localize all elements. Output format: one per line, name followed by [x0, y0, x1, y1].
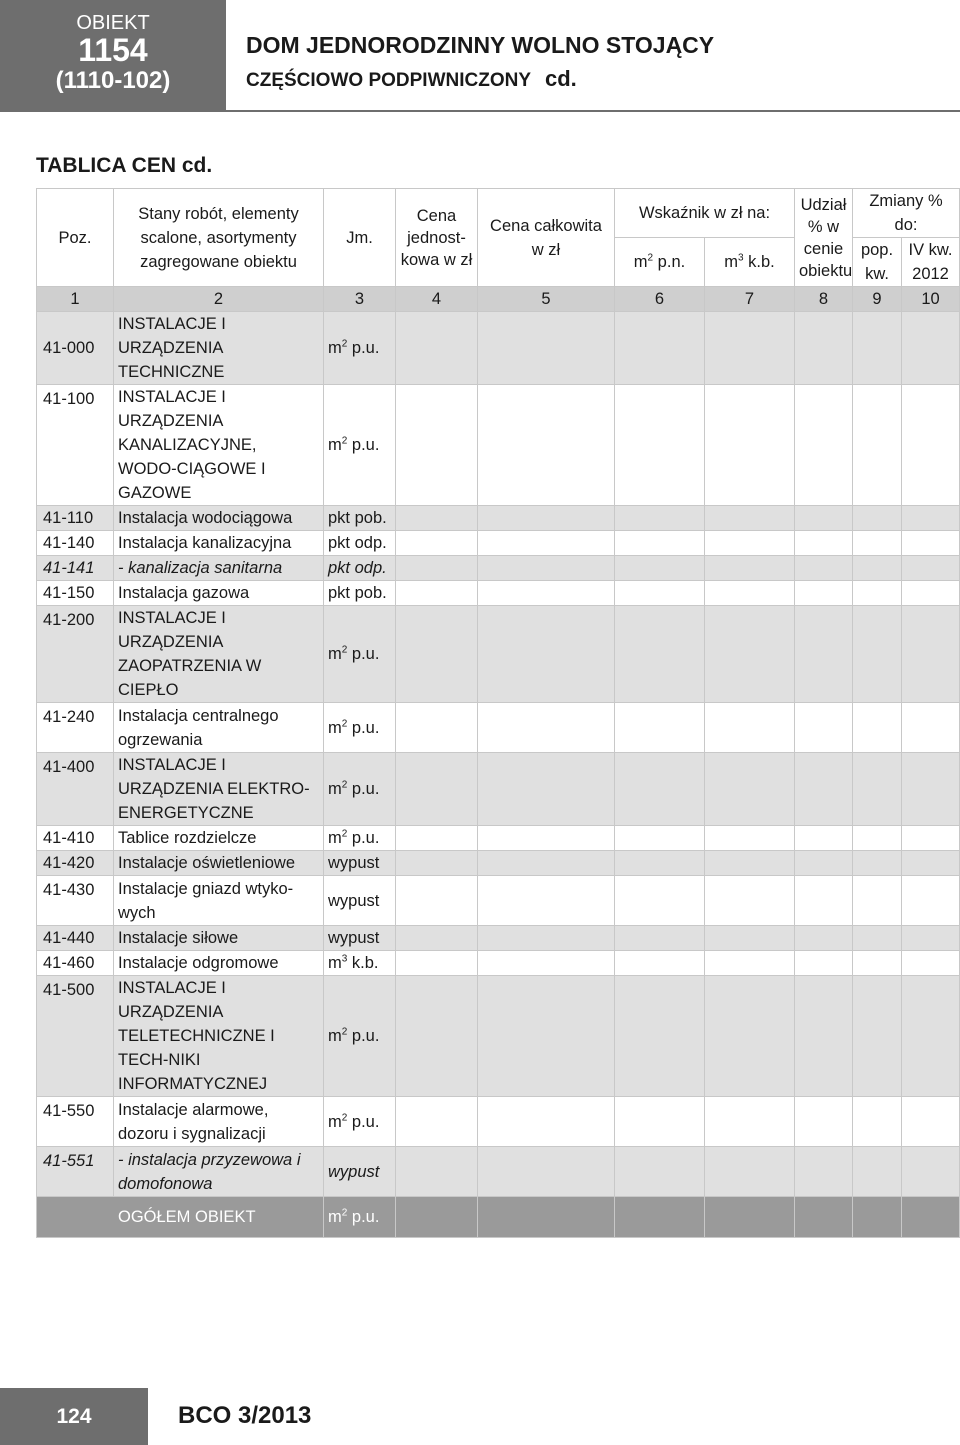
- row-poz: 41-430: [37, 876, 114, 926]
- row-poz: 41-460: [37, 951, 114, 976]
- table-row: [37, 851, 960, 876]
- row-name: Instalacja centralnego ogrzewania: [114, 703, 324, 753]
- col-header-m3kb: $m^3$ k.b.: [705, 238, 795, 287]
- col-number: 9: [853, 287, 902, 312]
- page-number: 124: [0, 1388, 148, 1445]
- col-number: 10: [902, 287, 960, 312]
- row-unit: wypust: [324, 1147, 396, 1197]
- page-title: DOM JEDNORODZINNY WOLNO STOJĄCY: [246, 32, 715, 58]
- row-poz: 41-200: [37, 606, 114, 703]
- col-number: 7: [705, 287, 795, 312]
- row-unit: $m^2$ p.u.: [324, 385, 396, 506]
- col-number: 8: [795, 287, 853, 312]
- row-unit: $m^2$ p.u.: [324, 703, 396, 753]
- table-row: [37, 556, 960, 581]
- total-row: [37, 1197, 960, 1238]
- table-row: [37, 753, 960, 826]
- price-table: [36, 188, 960, 1238]
- col-number: 2: [114, 287, 324, 312]
- row-poz: 41-150: [37, 581, 114, 606]
- subtitle-text: CZĘŚCIOWO PODPIWNICZONY: [246, 70, 531, 91]
- row-name: Instalacja gazowa: [114, 581, 324, 606]
- row-poz: 41-550: [37, 1097, 114, 1147]
- publication-title: BCO 3/2013: [178, 1402, 312, 1429]
- row-poz: 41-440: [37, 926, 114, 951]
- table-row: [37, 703, 960, 753]
- col-header-iv-kw: IV kw. 2012: [902, 238, 960, 287]
- col-header-stany: Stany robót, elementy scalone, asortymenty zagregowane obiektu: [114, 189, 324, 287]
- subtitle-suffix: cd.: [545, 66, 577, 91]
- row-name: Instalacje alarmowe, dozoru i sygnalizacji: [114, 1097, 324, 1147]
- row-poz: 41-240: [37, 703, 114, 753]
- row-name: INSTALACJE I URZĄDZENIA TELETECHNICZNE I TECH-NIKI INFORMATYCZNEJ: [114, 976, 324, 1097]
- col-header-jm: Jm.: [324, 189, 396, 287]
- row-unit: $m^2$ p.u.: [324, 826, 396, 851]
- table-row: [37, 926, 960, 951]
- table-row: [37, 606, 960, 703]
- row-unit: pkt pob.: [324, 506, 396, 531]
- row-poz: 41-140: [37, 531, 114, 556]
- row-unit: pkt odp.: [324, 556, 396, 581]
- row-unit: $m^2$ p.u.: [324, 1097, 396, 1147]
- row-poz: 41-141: [37, 556, 114, 581]
- row-name: Instalacja kanalizacyjna: [114, 531, 324, 556]
- table-row: [37, 1097, 960, 1147]
- col-header-pop-kw: pop. kw.: [853, 238, 902, 287]
- row-name: Tablice rozdzielcze: [114, 826, 324, 851]
- row-unit: $m^2$ p.u.: [324, 606, 396, 703]
- row-poz: 41-410: [37, 826, 114, 851]
- row-name: Instalacje oświetleniowe: [114, 851, 324, 876]
- row-name: Instalacja wodociągowa: [114, 506, 324, 531]
- col-number: 4: [396, 287, 478, 312]
- row-name: INSTALACJE I URZĄDZENIA ZAOPATRZENIA W CIEPŁO: [114, 606, 324, 703]
- row-poz: 41-110: [37, 506, 114, 531]
- row-unit: $m^2$ p.u.: [324, 753, 396, 826]
- row-name: Instalacje odgromowe: [114, 951, 324, 976]
- total-label: OGÓŁEM OBIEKT: [114, 1197, 324, 1238]
- total-unit: $m^2$ p.u.: [324, 1197, 396, 1238]
- table-row: [37, 826, 960, 851]
- table-row: [37, 976, 960, 1097]
- row-poz: 41-551: [37, 1147, 114, 1197]
- table-caption: TABLICA CEN cd.: [36, 154, 213, 177]
- page-subtitle: [246, 66, 577, 92]
- table-row: [37, 1147, 960, 1197]
- table-row: [37, 581, 960, 606]
- row-poz: 41-500: [37, 976, 114, 1097]
- row-unit: wypust: [324, 926, 396, 951]
- row-name: Instalacje gniazd wtyko-wych: [114, 876, 324, 926]
- col-number: 6: [615, 287, 705, 312]
- row-name: - instalacja przyzewowa i domofonowa: [114, 1147, 324, 1197]
- table-row: [37, 312, 960, 385]
- table-row: [37, 506, 960, 531]
- row-poz: 41-420: [37, 851, 114, 876]
- row-poz: 41-400: [37, 753, 114, 826]
- col-header-cena-calk: Cena całkowita w zł: [478, 189, 615, 287]
- obiekt-label: OBIEKT: [76, 12, 150, 34]
- row-unit: wypust: [324, 851, 396, 876]
- table-row: [37, 876, 960, 926]
- obiekt-code: (1110-102): [55, 67, 171, 94]
- table-row: [37, 385, 960, 506]
- row-name: INSTALACJE I URZĄDZENIA ELEKTRO-ENERGETYCZNE: [114, 753, 324, 826]
- row-name: Instalacje siłowe: [114, 926, 324, 951]
- col-header-udzial: Udział % w cenie obiektu: [795, 189, 853, 287]
- row-unit: pkt odp.: [324, 531, 396, 556]
- col-header-zmiany: Zmiany % do:: [853, 189, 960, 238]
- table-row: [37, 531, 960, 556]
- row-name: INSTALACJE I URZĄDZENIA KANALIZACYJNE, WODO-CIĄGOWE I GAZOWE: [114, 385, 324, 506]
- col-number: 3: [324, 287, 396, 312]
- col-header-poz: Poz.: [37, 189, 114, 287]
- row-name: INSTALACJE I URZĄDZENIA TECHNICZNE: [114, 312, 324, 385]
- row-unit: $m^3$ k.b.: [324, 951, 396, 976]
- col-number: 5: [478, 287, 615, 312]
- col-number: 1: [37, 287, 114, 312]
- header-divider: [226, 110, 960, 112]
- col-header-wskaznik: Wskaźnik w zł na:: [615, 189, 795, 238]
- table-row: [37, 951, 960, 976]
- col-header-m2pn: $m^2$ p.n.: [615, 238, 705, 287]
- row-poz: 41-100: [37, 385, 114, 506]
- row-poz: 41-000: [37, 312, 114, 385]
- row-unit: pkt pob.: [324, 581, 396, 606]
- obiekt-box: [0, 0, 226, 112]
- row-unit: wypust: [324, 876, 396, 926]
- row-unit: $m^2$ p.u.: [324, 312, 396, 385]
- row-unit: $m^2$ p.u.: [324, 976, 396, 1097]
- col-header-cena-jedn: Cena jednost-kowa w zł: [396, 189, 478, 287]
- obiekt-number: 1154: [78, 32, 148, 68]
- row-name: - kanalizacja sanitarna: [114, 556, 324, 581]
